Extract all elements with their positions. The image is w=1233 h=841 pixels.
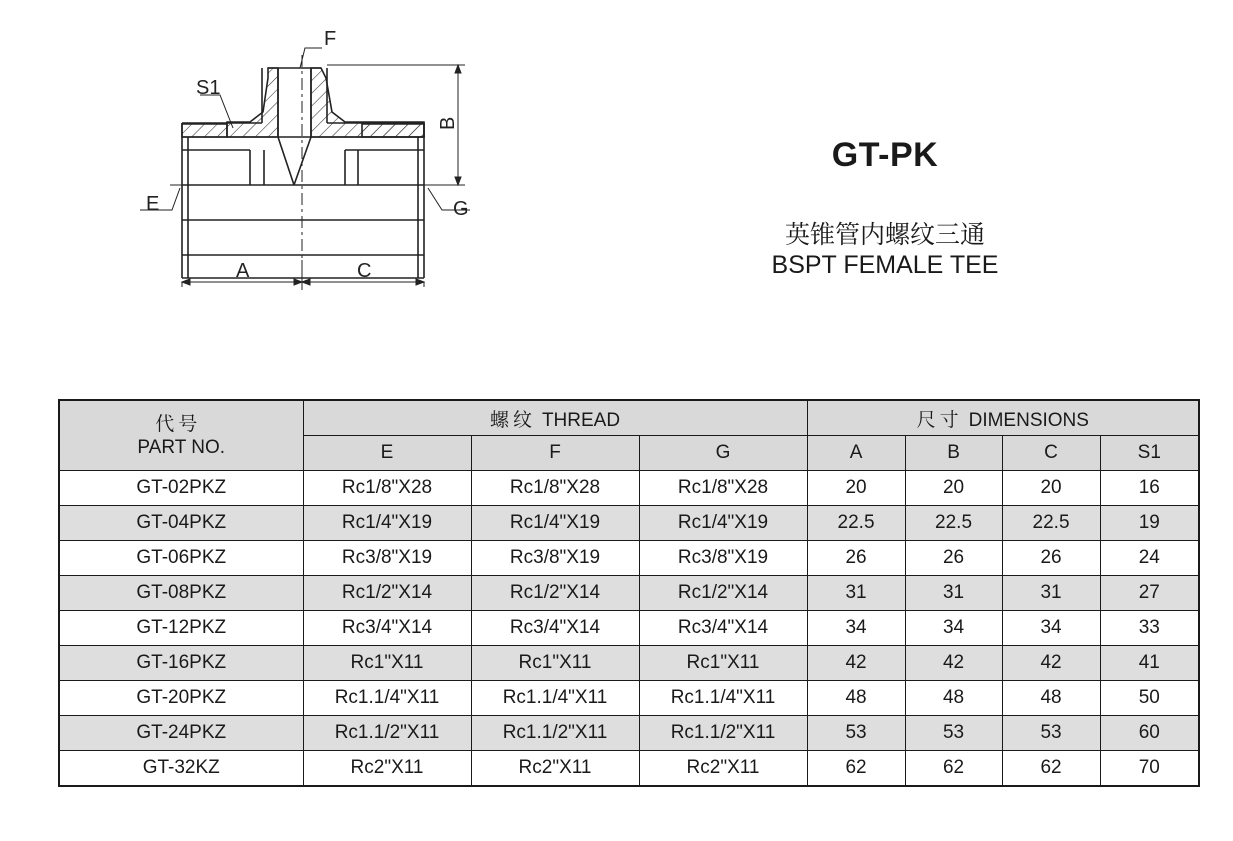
- table-row: [59, 611, 1199, 646]
- table-row: [59, 751, 1199, 787]
- cell-dim-a: 48: [807, 681, 905, 716]
- cell-thread-f: Rc3/4"X14: [471, 611, 639, 646]
- cell-dim-a: 20: [807, 471, 905, 506]
- cell-thread-e: Rc1/2"X14: [303, 576, 471, 611]
- cell-dim-s1: 60: [1100, 716, 1199, 751]
- cell-thread-e: Rc1/4"X19: [303, 506, 471, 541]
- table-row: [59, 646, 1199, 681]
- cell-dim-b: 22.5: [905, 506, 1002, 541]
- cell-part-no: GT-08PKZ: [59, 576, 303, 611]
- table-row: [59, 471, 1199, 506]
- header-part-cn: 代号: [155, 412, 202, 435]
- cell-dim-b: 53: [905, 716, 1002, 751]
- cell-dim-c: 48: [1002, 681, 1100, 716]
- cell-dim-c: 53: [1002, 716, 1100, 751]
- cell-dim-s1: 24: [1100, 541, 1199, 576]
- header-dim-en: DIMENSIONS: [968, 409, 1089, 431]
- cell-dim-c: 42: [1002, 646, 1100, 681]
- cell-dim-a: 31: [807, 576, 905, 611]
- cell-dim-b: 20: [905, 471, 1002, 506]
- cell-part-no: GT-32KZ: [59, 751, 303, 787]
- cell-dim-c: 62: [1002, 751, 1100, 787]
- cell-dim-c: 26: [1002, 541, 1100, 576]
- header-e: E: [303, 436, 471, 471]
- header-thread: [303, 400, 807, 436]
- label-c: C: [357, 260, 372, 282]
- cell-part-no: GT-06PKZ: [59, 541, 303, 576]
- cell-part-no: GT-16PKZ: [59, 646, 303, 681]
- cell-dim-b: 42: [905, 646, 1002, 681]
- cell-thread-g: Rc1"X11: [639, 646, 807, 681]
- cell-thread-e: Rc1/8"X28: [303, 471, 471, 506]
- cell-dim-c: 34: [1002, 611, 1100, 646]
- table-row: [59, 541, 1199, 576]
- cell-thread-g: Rc2"X11: [639, 751, 807, 787]
- cell-thread-g: Rc1/4"X19: [639, 506, 807, 541]
- header-thread-cn: 螺纹: [489, 408, 536, 431]
- header-dim-cn: 尺寸: [916, 408, 963, 431]
- cell-dim-a: 42: [807, 646, 905, 681]
- cell-thread-f: Rc1"X11: [471, 646, 639, 681]
- cell-thread-e: Rc3/8"X19: [303, 541, 471, 576]
- label-s1: S1: [196, 77, 221, 99]
- cell-thread-g: Rc3/4"X14: [639, 611, 807, 646]
- cell-dim-c: 31: [1002, 576, 1100, 611]
- header-f: F: [471, 436, 639, 471]
- cell-dim-b: 34: [905, 611, 1002, 646]
- label-f: F: [324, 28, 337, 50]
- cell-dim-c: 20: [1002, 471, 1100, 506]
- product-code: GT-PK: [831, 136, 939, 174]
- header-part-en: PART NO.: [137, 436, 226, 458]
- cell-dim-a: 26: [807, 541, 905, 576]
- cell-dim-a: 53: [807, 716, 905, 751]
- table-row: [59, 506, 1199, 541]
- cell-dim-s1: 19: [1100, 506, 1199, 541]
- cell-dim-s1: 50: [1100, 681, 1199, 716]
- cell-dim-b: 62: [905, 751, 1002, 787]
- cell-thread-f: Rc3/8"X19: [471, 541, 639, 576]
- cell-dim-s1: 41: [1100, 646, 1199, 681]
- cell-part-no: GT-12PKZ: [59, 611, 303, 646]
- cell-dim-a: 62: [807, 751, 905, 787]
- cell-dim-b: 31: [905, 576, 1002, 611]
- spec-table: [58, 399, 1200, 787]
- header-s1: S1: [1100, 436, 1199, 471]
- header-dimensions: [807, 400, 1199, 436]
- header-part-no: [59, 400, 303, 471]
- header-g: G: [639, 436, 807, 471]
- cell-thread-f: Rc1.1/4"X11: [471, 681, 639, 716]
- cell-part-no: GT-20PKZ: [59, 681, 303, 716]
- cell-thread-f: Rc1/4"X19: [471, 506, 639, 541]
- cell-thread-f: Rc2"X11: [471, 751, 639, 787]
- cell-thread-e: Rc2"X11: [303, 751, 471, 787]
- cell-thread-g: Rc1/8"X28: [639, 471, 807, 506]
- cell-part-no: GT-24PKZ: [59, 716, 303, 751]
- label-a: A: [236, 260, 250, 282]
- cell-dim-s1: 16: [1100, 471, 1199, 506]
- tee-fitting-drawing: [130, 20, 480, 295]
- cell-dim-s1: 27: [1100, 576, 1199, 611]
- label-g: G: [453, 198, 469, 220]
- header-b: B: [905, 436, 1002, 471]
- header-a: A: [807, 436, 905, 471]
- cell-thread-g: Rc1/2"X14: [639, 576, 807, 611]
- cell-part-no: GT-02PKZ: [59, 471, 303, 506]
- cell-dim-b: 48: [905, 681, 1002, 716]
- cell-thread-g: Rc3/8"X19: [639, 541, 807, 576]
- cell-dim-s1: 33: [1100, 611, 1199, 646]
- cell-dim-b: 26: [905, 541, 1002, 576]
- cell-part-no: GT-04PKZ: [59, 506, 303, 541]
- table-row: [59, 716, 1199, 751]
- label-e: E: [146, 193, 160, 215]
- cell-thread-e: Rc1.1/2"X11: [303, 716, 471, 751]
- cell-dim-s1: 70: [1100, 751, 1199, 787]
- cell-thread-g: Rc1.1/2"X11: [639, 716, 807, 751]
- cell-dim-a: 22.5: [807, 506, 905, 541]
- cell-thread-f: Rc1/8"X28: [471, 471, 639, 506]
- cell-thread-g: Rc1.1/4"X11: [639, 681, 807, 716]
- cell-thread-e: Rc1.1/4"X11: [303, 681, 471, 716]
- cell-dim-c: 22.5: [1002, 506, 1100, 541]
- cell-thread-f: Rc1/2"X14: [471, 576, 639, 611]
- table-row: [59, 576, 1199, 611]
- cell-thread-e: Rc1"X11: [303, 646, 471, 681]
- spec-table-body: [59, 471, 1199, 787]
- product-name-cn: 英锥管内螺纹三通: [784, 220, 985, 249]
- header-thread-en: THREAD: [541, 409, 621, 431]
- cell-dim-a: 34: [807, 611, 905, 646]
- label-b: B: [437, 116, 459, 130]
- product-name-en: BSPT FEMALE TEE: [771, 251, 999, 279]
- table-row: [59, 681, 1199, 716]
- cell-thread-e: Rc3/4"X14: [303, 611, 471, 646]
- header-c: C: [1002, 436, 1100, 471]
- cell-thread-f: Rc1.1/2"X11: [471, 716, 639, 751]
